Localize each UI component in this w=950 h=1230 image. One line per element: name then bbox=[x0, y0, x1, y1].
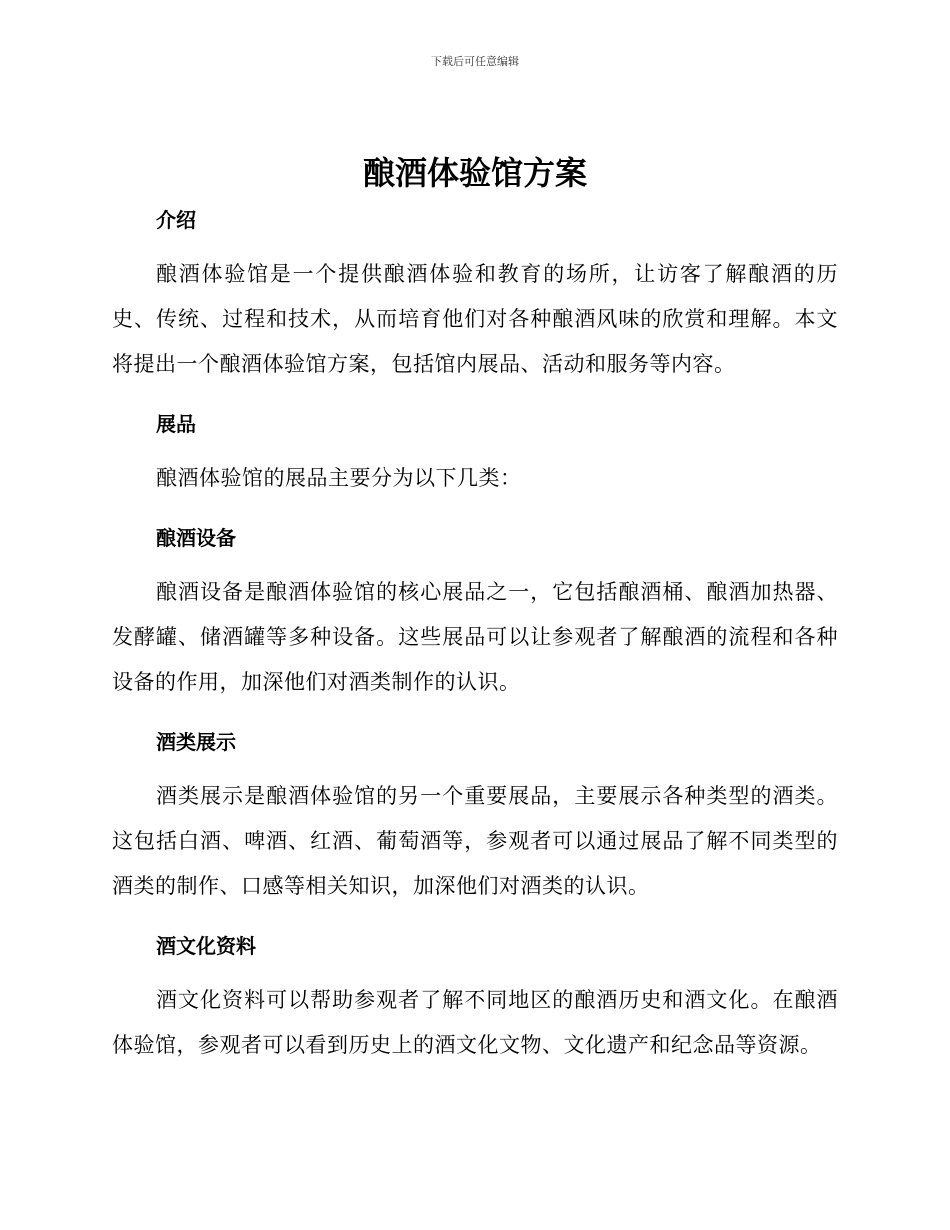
section-culture bbox=[112, 926, 838, 1068]
section-heading-exhibits: 展品 bbox=[156, 412, 196, 436]
section-equipment bbox=[112, 518, 838, 705]
section-heading-equipment: 酿酒设备 bbox=[156, 526, 236, 550]
section-heading-liquor-display: 酒类展示 bbox=[156, 730, 236, 754]
section-paragraph-liquor-display: 酒类展示是酿酒体验馆的另一个重要展品，主要展示各种类型的酒类。这包括白酒、啤酒、红酒、葡萄酒等，参观者可以通过展品了解不同类型的酒类的制作、口感等相关知识，加深他们对酒类的认识。 bbox=[112, 784, 838, 898]
section-exhibits bbox=[112, 404, 838, 501]
section-paragraph-intro: 酿酒体验馆是一个提供酿酒体验和教育的场所，让访客了解酿酒的历史、传统、过程和技术，从而培育他们对各种酿酒风味的欣赏和理解。本文将提出一个酿酒体验馆方案，包括馆内展品、活动和服务等内容。 bbox=[112, 262, 838, 376]
document-title: 酿酒体验馆方案 bbox=[362, 154, 587, 192]
section-heading-culture: 酒文化资料 bbox=[156, 934, 256, 958]
section-paragraph-exhibits: 酿酒体验馆的展品主要分为以下几类： bbox=[156, 466, 522, 490]
document-body bbox=[112, 200, 838, 1068]
section-liquor-display bbox=[112, 722, 838, 909]
section-paragraph-culture: 酒文化资料可以帮助参观者了解不同地区的酿酒历史和酒文化。在酿酒体验馆，参观者可以看到历史上的酒文化文物、文化遗产和纪念品等资源。 bbox=[112, 988, 838, 1057]
header-note: 下载后可任意编辑 bbox=[431, 55, 519, 68]
section-heading-intro: 介绍 bbox=[156, 208, 196, 232]
section-paragraph-equipment: 酿酒设备是酿酒体验馆的核心展品之一，它包括酿酒桶、酿酒加热器、发酵罐、储酒罐等多种设备。这些展品可以让参观者了解酿酒的流程和各种设备的作用，加深他们对酒类制作的认识。 bbox=[112, 580, 838, 694]
section-intro bbox=[112, 200, 838, 387]
